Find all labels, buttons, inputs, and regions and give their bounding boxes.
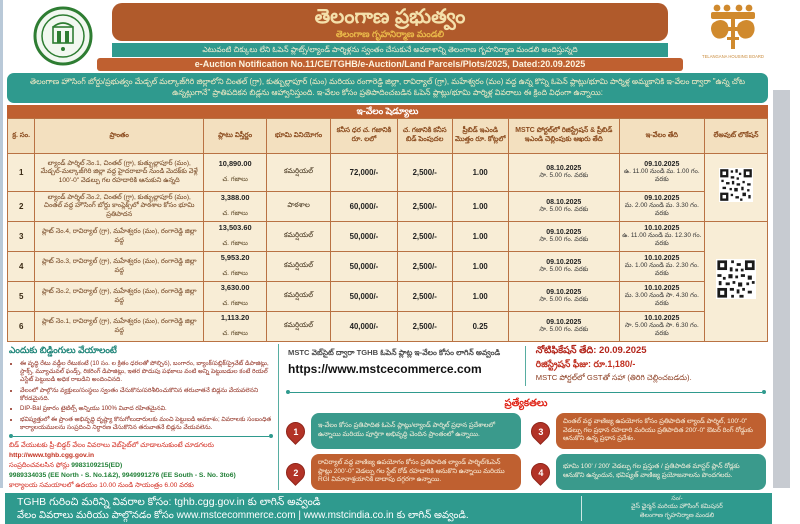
- phone-ed: 9983109215(ED): [71, 462, 123, 470]
- cell-auction: [619, 154, 704, 192]
- notification-date: నోటిఫికేషన్ తేది: 20.09.2025: [535, 345, 647, 356]
- mstc-login-label: MSTC వెబ్‌సైట్ ద్వారా TGHB ఓపెన్ ప్లాట్ల ఇ-వేలం కోసం లాగిన్ అవ్వండి: [288, 348, 501, 357]
- sign-org: తెలంగాణ గృహనిర్మాణ మండలి: [639, 511, 715, 519]
- table-row: [8, 312, 768, 342]
- col-area: ప్రాంతం: [35, 119, 204, 154]
- auction-date: 10.10.2025: [644, 225, 680, 232]
- telangana-state-emblem-icon: [33, 5, 93, 72]
- cell-reg: [508, 154, 619, 192]
- cell-area: ల్యాండ్ పార్శిల్ నెం.2, చింతల్ (గ్రా), కుత్బుల్లాపూర్ (మం), చింతల్ వద్ద హౌసింగ్ బోర్డు కాంప్లెక్స్‌లో పాఠశాల కోసం భూమి ప్రతిపాదన: [35, 192, 204, 222]
- cell-bid-inc: 2,500/-: [397, 282, 452, 312]
- office-hours: కార్యాలయ సమయాలలో ఉదయం 10.00 నుండి సాయంత్రం 6.00 వరకు: [9, 482, 194, 490]
- tghb-logo-icon: [697, 3, 769, 68]
- extent-value: 10,890.00: [218, 159, 252, 168]
- pin-4-icon: 4: [527, 459, 554, 486]
- auction-time: మ. 1.00 నుండి మ. 2.30 గం. వరకు: [624, 262, 699, 277]
- page-title: తెలంగాణ ప్రభుత్వం: [314, 6, 466, 28]
- phone-ee: 9989334035 (EE North - S. No.1&2), 9949991276 (EE South - S. No. 3to6): [9, 472, 236, 480]
- auction-date: 09.10.2025: [644, 161, 680, 168]
- footer-line2[interactable]: వేలం వివరాలు మరియు పాల్గొనడం కోసం www.mstcecommerce.com | www.mstcindia.co.in కు లాగిన్ అవ్వండి.: [17, 510, 469, 521]
- cell-emd: 1.00: [452, 282, 508, 312]
- reg-date: 09.10.2025: [546, 319, 582, 326]
- table-header-row: [8, 119, 768, 154]
- cell-use: కమర్షియల్: [267, 154, 331, 192]
- reg-time: సా. 5.00 గం. వరకు: [539, 296, 589, 303]
- pin-3-icon: 3: [527, 418, 554, 445]
- extent-unit: చ. గజాలు: [222, 270, 248, 277]
- tghb-logo-caption: TELANGANA HOUSING BOARD: [702, 54, 764, 59]
- contact-phone-label: సంప్రదించవలసిన ఫోన్లు: [9, 462, 70, 470]
- cell-use: కమర్షియల్: [267, 282, 331, 312]
- highlight-text: చింతల్ వద్ద వాణిజ్య ఉపయోగం కోసం ప్రతిపాదిత ల్యాండ్ పార్శిల్, 100'-0" వెడల్పు గల ప్రధాన రహదారి మరియు ప్రతిపాదిత 200'-0" ఔటర్ రింగ్ రోడ్డుకు ఆనుకొని ఉన్న ప్రధాన ప్రదేశం.: [556, 413, 766, 449]
- col-reg: MSTC పోర్టల్‌లో రిజిస్ట్రేషన్ & ప్రీబిడ్ ఇఎండి చెల్లింపుకు ఆఖరు తేది: [508, 119, 619, 154]
- intro-paragraph: తెలంగాణ హౌసింగ్ బోర్డు/ప్రభుత్వం మేడ్చల్ మల్కాజ్‌గిరి జిల్లాలోని చింతల్ (గ్రా), కుత్బుల్లాపూర్ (మం) మరియు రంగారెడ్డి జిల్లా, రావిర్యాల్ (గ్రా), మహేశ్వరం (మం) వద్ద ఉన్న కొన్ని ఓపెన్ ప్లాట్లు/భూమి పార్శిళ్ల అమ్మకానికి ఇ-వేలం ద్వారా "ఉన్న చోట ఉన్నట్లుగానే" ప్రాతిపదికన బిడ్లను ఆహ్వానిస్తుంది. ఇ-వేలం కోసం ప్రతిపాదించబడిన ఓపెన్ ప్లాట్లు/భూమి పార్శిళ్ల వివరాలు ఈ క్రింది విధంగా ఉన్నాయి:: [7, 73, 768, 103]
- reg-date: 08.10.2025: [546, 165, 582, 172]
- cell-auction: [619, 252, 704, 282]
- reg-date: 09.10.2025: [546, 289, 582, 296]
- cell-min-price: 72,000/-: [330, 154, 397, 192]
- reg-date: 08.10.2025: [546, 199, 582, 206]
- auction-time: ఉ. 11.00 నుండి మ. 12.30 గం. వరకు: [622, 232, 702, 247]
- cell-reg: [508, 252, 619, 282]
- auction-schedule-table: [7, 118, 768, 342]
- highlight-text: ఇ-వేలం కోసం ప్రతిపాదిత ఓపెన్ ప్లాట్లు/ల్యాండ్ పార్శిల్ ప్రధాన ప్రదేశాలలో ఉన్నాయి మరియు పూర్తిగా అభివృద్ధి చెందిన ప్రాంతంలో ఉన్నాయి.: [311, 413, 521, 449]
- cell-extent: [204, 312, 267, 342]
- col-layout: లేఅవుట్ లొకేషన్: [704, 119, 767, 154]
- highlight-item: [286, 413, 521, 449]
- cell-emd: 1.00: [452, 222, 508, 252]
- cell-use: కమర్షియల్: [267, 312, 331, 342]
- reg-time: సా. 5.00 గం. వరకు: [539, 236, 589, 243]
- col-auction: ఇ-వేలం తేది: [619, 119, 704, 154]
- page-subtitle: తెలంగాణ గృహనిర్మాణ మండలి: [335, 29, 445, 39]
- why-bid-item: • ఈ వృద్ధి రేటు వడ్డీల రేటుకంటే (10 సం. ల క్రితం ధరలతో పోల్చిన), బంగారం, బ్యాంక్/పబ్లిక్/ప్రైవేట్ డిపాజిట్లు, స్టాక్స్, మ్యూచువల్ ఫండ్స్, రికరింగ్ డిపాజిట్లు, ఇతర పొదుపు పథకాలు వంటి అన్ని పెట్టుబడుల కంటే రియల్ ఎస్టేట్ పెట్టుబడి అధిక రాబడిని అందించినది.: [20, 360, 273, 384]
- cell-reg: [508, 222, 619, 252]
- cell-use: కమర్షియల్: [267, 252, 331, 282]
- table-row: [8, 154, 768, 192]
- qr-code-chintal: [704, 154, 767, 222]
- notification-notes: [526, 344, 766, 388]
- header: [5, 0, 770, 72]
- cell-sno: 5: [8, 282, 35, 312]
- cell-use: పాఠశాల: [267, 192, 331, 222]
- bottom-section: [7, 344, 768, 490]
- cell-sno: 2: [8, 192, 35, 222]
- highlight-text: రావిర్యాల్ వద్ద వాణిజ్య ఉపయోగం కోసం ప్రతిపాదిత ల్యాండ్ పార్శిల్/ఓపెన్ ప్లాట్లు 200'-0" వెడల్పు గల స్టేట్ రోడ్ రహదారికి ఆనుకొని ఉన్నాయి మరియు RGI విమానాశ్రయానికి దాదాపు దగ్గరగా ఉన్నాయి.: [311, 454, 521, 490]
- notification-number: e-Auction Notification No.11/CE/TGHB/e-Auction/Land Parcels/Plots/2025, Dated:20.09.2025: [97, 58, 683, 71]
- tagline-strip: ఎటువంటి చిక్కులు లేని ఓపెన్ ప్లాట్స్/ల్యాండ్ పార్శిళ్లను స్వంతం చేసుకునే అవకాశాన్ని తెలంగాణ గృహనిర్మాణ మండలి అందిస్తున్నది: [112, 43, 668, 57]
- why-bid-item: • వేలంలో పాల్గొను వ్యక్తులు/సంస్థలు స్వంతం చేసుకొను/పరిశీలించుకొనిన తరువాతనే బిడ్లను వేయవలెనని కోరడమైనది.: [20, 387, 273, 403]
- notice-document: [5, 0, 770, 524]
- extent-value: 3,388.00: [220, 193, 250, 202]
- col-use: భూమి వినియోగం: [267, 119, 331, 154]
- mstc-row: [286, 344, 766, 388]
- right-panel: [279, 344, 768, 490]
- reg-time: సా. 5.00 గం. వరకు: [539, 326, 589, 333]
- gst-note: MSTC పోర్టల్‌లో GSTతో సహా (తిరిగి చెల్లించబడదు).: [535, 373, 692, 382]
- highlight-item: [531, 454, 766, 490]
- cell-bid-inc: 2,500/-: [397, 252, 452, 282]
- reg-date: 09.10.2025: [546, 229, 582, 236]
- title-band: [112, 3, 668, 41]
- cell-emd: 1.00: [452, 154, 508, 192]
- pin-2-icon: 2: [282, 459, 309, 486]
- cell-bid-inc: 2,500/-: [397, 222, 452, 252]
- cell-extent: [204, 192, 267, 222]
- reg-time: సా. 5.00 గం. వరకు: [539, 172, 589, 179]
- cell-area: ల్యాండ్ పార్శిల్ నెం.1, చింతల్ (గ్రా), కుత్బుల్లాపూర్ (మం), మేడ్చల్-మల్కాజ్‌గిరి జిల్లా వద్ద హైదరాబాద్ నుండి మెదక్‌కు వెళ్లే 100'-0" వెడల్పు గల రహదారికి ఆనుకుని ఉన్నది: [35, 154, 204, 192]
- cell-area: ప్లాట్ నెం.2, రావిర్యాల్ (గ్రా), మహేశ్వరం (మం), రంగారెడ్డి జిల్లా వద్ద: [35, 282, 204, 312]
- cell-sno: 3: [8, 222, 35, 252]
- why-bid-list: [20, 360, 273, 432]
- cell-bid-inc: 2,500/-: [397, 154, 452, 192]
- table-row: [8, 192, 768, 222]
- auction-date: 10.10.2025: [644, 255, 680, 262]
- auction-date: 10.10.2025: [644, 285, 680, 292]
- why-bid-item: • భవిష్యత్తులో ఈ ప్రాంత అభివృద్ధి దృష్ట్యా కొనుగోలుదారులకు మంచి పెట్టుబడి అవకాశం; వివరాలకు సంబంధిత కార్యాలయములను సంప్రదించి నిర్ధారణ చేసుకొనిన తరువాతనే బిడ్లను వేయవలెను.: [20, 416, 273, 432]
- pin-1-icon: 1: [282, 418, 309, 445]
- cell-auction: [619, 222, 704, 252]
- cell-reg: [508, 312, 619, 342]
- cell-sno: 4: [8, 252, 35, 282]
- cell-min-price: 50,000/-: [330, 222, 397, 252]
- table-row: [8, 252, 768, 282]
- auction-time: మ. 2.00 నుండి మ. 3.30 గం. వరకు: [624, 202, 699, 217]
- reg-time: సా. 5.00 గం. వరకు: [539, 206, 589, 213]
- extent-value: 5,953.20: [220, 253, 250, 262]
- extent-value: 13,503.60: [218, 223, 252, 232]
- cell-bid-inc: 2,500/-: [397, 312, 452, 342]
- divider: [286, 390, 766, 394]
- sign-sd: సం/-: [671, 495, 683, 502]
- extent-value: 3,630.00: [220, 283, 250, 292]
- highlight-text: భూమి 100' / 200' వెడల్పు గల ప్రస్తుత / ప్రతిపాదిత మాస్టర్ ప్లాన్ రోడ్లకు ఆనుకొని ఉన్నందున, భవిష్యత్ వాణిజ్య ప్రయోజనాలను పొందగలరు.: [556, 454, 766, 490]
- auction-time: సా. 5.00 నుండి సా. 6.30 గం. వరకు: [624, 322, 699, 337]
- cell-emd: 1.00: [452, 252, 508, 282]
- cell-extent: [204, 282, 267, 312]
- page-left-edge: [0, 0, 3, 488]
- col-min-price: కనీస ధర చ. గజానికి రూ. లలో: [330, 119, 397, 154]
- signature-block: [582, 493, 772, 524]
- auction-time: ఉ. 11.00 నుండి మ. 1.00 గం. వరకు: [623, 168, 700, 183]
- why-bid-panel: [7, 344, 279, 490]
- extent-unit: చ. గజాలు: [222, 210, 248, 217]
- highlight-item: [286, 454, 521, 490]
- extent-value: 1,113.20: [220, 313, 250, 322]
- tghb-url-link[interactable]: http://www.tghb.cgg.gov.in: [9, 452, 95, 460]
- right-grey-strip: [773, 90, 790, 488]
- cell-area: ప్లాట్ నెం.3, రావిర్యాల్ (గ్రా), మహేశ్వరం (మం), రంగారెడ్డి జిల్లా వద్ద: [35, 252, 204, 282]
- cell-min-price: 40,000/-: [330, 312, 397, 342]
- extent-unit: చ. గజాలు: [222, 300, 248, 307]
- auction-date: 09.10.2025: [644, 195, 680, 202]
- divider: [9, 434, 273, 438]
- cell-bid-inc: 2,500/-: [397, 192, 452, 222]
- reg-date: 09.10.2025: [546, 259, 582, 266]
- cell-auction: [619, 192, 704, 222]
- cell-auction: [619, 282, 704, 312]
- registration-fee: రిజిస్ట్రేషన్ ఫీజు: రూ.1,180/-: [535, 359, 636, 369]
- extent-unit: చ. గజాలు: [222, 330, 248, 337]
- col-bid-inc: చ. గజానికి కనీస బిడ్ పెంపుదల: [397, 119, 452, 154]
- auction-date: 10.10.2025: [644, 315, 680, 322]
- cell-extent: [204, 252, 267, 282]
- highlight-item: [531, 413, 766, 449]
- table-row: [8, 282, 768, 312]
- mstc-url-link[interactable]: https://www.mstcecommerce.com: [288, 361, 482, 376]
- highlights-title: ప్రత్యేకతలు: [504, 398, 548, 409]
- cell-min-price: 60,000/-: [330, 192, 397, 222]
- schedule-bar-title: ఇ-వేలం షెడ్యూలు: [7, 105, 768, 118]
- footer-line1[interactable]: TGHB గురించి మరిన్ని వివరాల కోసం: tghb.cgg.gov.in కు లాగిన్ అవ్వండి: [17, 496, 321, 508]
- cell-reg: [508, 282, 619, 312]
- col-emd: ప్రీబిడ్ ఇఎండి మొత్తం రూ. కోట్లలో: [452, 119, 508, 154]
- highlights-grid: [286, 413, 766, 490]
- cell-area: ప్లాట్ నెం.4, రావిర్యాల్ (గ్రా), మహేశ్వరం (మం), రంగారెడ్డి జిల్లా వద్ద: [35, 222, 204, 252]
- col-sno: క్ర. సం.: [8, 119, 35, 154]
- cell-extent: [204, 154, 267, 192]
- table-row: [8, 222, 768, 252]
- cell-min-price: 50,000/-: [330, 282, 397, 312]
- cell-emd: 1.00: [452, 192, 508, 222]
- cell-emd: 0.25: [452, 312, 508, 342]
- contact-block: [9, 441, 273, 490]
- reg-time: సా. 5.00 గం. వరకు: [539, 266, 589, 273]
- sign-designation: వైస్ ఛైర్మన్ మరియు హౌసింగ్ కమిషనర్: [631, 503, 723, 511]
- contact-line1: బిడ్ వేయుటకు ప్రీ-బిడ్డర్ వేలం వివరాలు వెబ్‌సైట్‌లో చూడాలనుకుంటే చూడగలరు: [9, 442, 214, 450]
- why-bid-item: • DIP-Bal ప్రకారం టైటిల్స్ అన్నియు 100% వివాద రహితమైనవి.: [20, 405, 273, 413]
- cell-auction: [619, 312, 704, 342]
- footer-links: [5, 493, 581, 524]
- extent-unit: చ. గజాలు: [222, 240, 248, 247]
- cell-extent: [204, 222, 267, 252]
- extent-unit: చ. గజాలు: [222, 176, 248, 183]
- col-extent: ప్లాటు విస్తీర్ణం: [204, 119, 267, 154]
- cell-use: కమర్షియల్: [267, 222, 331, 252]
- mstc-login-block: [286, 344, 525, 388]
- cell-sno: 1: [8, 154, 35, 192]
- cell-min-price: 50,000/-: [330, 252, 397, 282]
- qr-code-raviryal: [704, 222, 767, 342]
- auction-time: మ. 3.00 నుండి సా. 4.30 గం. వరకు: [624, 292, 699, 307]
- footer: [5, 493, 772, 524]
- cell-reg: [508, 192, 619, 222]
- why-bid-title: ఎందుకు బిడ్డింగులు వేయాలంటే: [9, 345, 117, 355]
- cell-area: ప్లాట్ నెం.1, రావిర్యాల్ (గ్రా), మహేశ్వరం (మం), రంగారెడ్డి జిల్లా వద్ద: [35, 312, 204, 342]
- cell-sno: 6: [8, 312, 35, 342]
